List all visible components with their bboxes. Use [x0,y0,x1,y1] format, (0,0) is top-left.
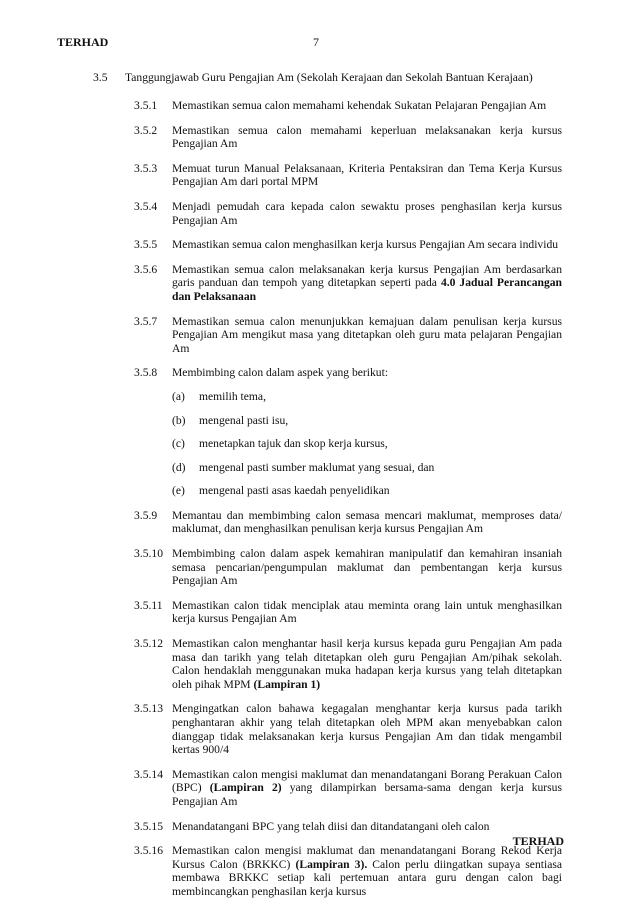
item-text-emphasis: (Lampiran 1) [253,677,321,691]
sub-item [172,390,562,404]
item-number: 3.5.4 [134,199,158,213]
sub-item-label: (c) [172,437,185,451]
item-text-body: Membimbing calon dalam aspek yang berikut: [172,366,389,380]
list-item [134,124,562,151]
sub-item-label: (a) [172,389,185,403]
list-item [134,238,562,252]
sub-item-label: (b) [172,413,186,427]
item-text [172,238,562,252]
sub-item [172,414,562,428]
list-item [134,162,562,189]
item-number: 3.5.3 [134,161,158,175]
item-number: 3.5.1 [134,99,158,112]
sub-item-text: mengenal pasti isu, [199,413,289,427]
item-text-emphasis: (Lampiran 3). [295,857,368,871]
footer-classification: TERHAD [512,834,564,848]
list-item [134,509,562,536]
item-number: 3.5.8 [134,366,158,380]
list-item [134,599,562,626]
item-text [172,366,562,380]
item-number: 3.5.10 [134,547,163,561]
item-text-body: Menandatangani BPC yang telah diisi dan ditandatangani oleh calon [172,819,490,833]
item-text-tail: yang dilampirkan bersama-sama dengan kerja kursus Pengajian Am [172,781,562,808]
list-item [134,263,562,304]
list-item [134,820,562,834]
item-number: 3.5.11 [134,598,163,612]
item-text-body: Memastikan calon tidak menciplak atau meminta orang lain untuk menghasilkan kerja kursus Pengajian Am [172,598,562,626]
item-text [172,162,562,189]
item-text-body: Memantau dan membimbing calon semasa mencari maklumat, memproses data/ maklumat, dan menghasilkan penulisan kerja kursus Pengajian Am [172,508,562,536]
item-text [172,509,562,536]
list-item [134,366,562,498]
item-text [172,263,562,304]
item-text [172,547,562,588]
item-number: 3.5.16 [134,844,163,858]
list-item [134,702,562,756]
list-item [134,547,562,588]
sub-item-text: mengenal pasti asas kaedah penyelidikan [199,484,390,498]
item-list [134,99,562,910]
item-text [172,702,562,756]
list-item [134,315,562,356]
item-text-body: Mengingatkan calon bahawa kegagalan menghantar kerja kursus pada tarikh penghantaran akhir yang telah ditetapkan oleh MPM akan menyebabkan calon dianggap tidak melaksanakan kerja kursus Pengajian Am dan tidak mengambil kertas 900/4 [172,702,562,757]
sub-item-text: mengenal pasti sumber maklumat yang sesuai, dan [199,460,435,474]
item-text [172,99,562,113]
item-number: 3.5.2 [134,123,158,137]
item-text-body: Memastikan calon mengisi maklumat dan menandatangani Borang Rekod Kerja Kursus Calon (BRKKC) [172,844,562,871]
item-number: 3.5.14 [134,767,163,781]
sub-item-label: (d) [172,460,186,474]
item-text-body: Memuat turun Manual Pelaksanaan, Kriteria Pentaksiran dan Tema Kerja Kursus Pengajian Am dari portal MPM [172,161,562,189]
item-text [172,200,562,227]
item-text [172,124,562,151]
item-text-body: Memastikan semua calon memahami keperluan melaksanakan kerja kursus Pengajian Am [172,123,562,151]
item-number: 3.5.9 [134,508,158,522]
page-number: 7 [313,35,319,49]
item-number: 3.5.15 [134,819,163,833]
item-text [172,637,562,691]
item-text [172,820,562,834]
item-text-body: Menjadi pemudah cara kepada calon sewaktu proses penghasilan kerja kursus Pengajian Am [172,199,562,227]
list-item [134,200,562,227]
item-text-body: Memastikan calon mengisi maklumat dan menandatangani Borang Perakuan Calon (BPC) [172,767,562,795]
item-number: 3.5.5 [134,238,158,252]
item-text [172,315,562,356]
item-text-body: Memastikan calon menghantar hasil kerja kursus kepada guru Pengajian Am pada masa dan tarikh yang telah ditetapkan oleh guru Pengajian Am/pihak sekolah. Calon hendaklah menggunakan muka hadapan kerja kursus yang telah ditetapkan oleh pihak MPM [172,637,562,691]
list-item [134,637,562,691]
item-text-body: Memastikan semua calon memahami kehendak Sukatan Pelajaran Pengajian Am [172,99,547,112]
sub-item [172,437,562,451]
item-number: 3.5.6 [134,262,158,276]
item-text-body: Memastikan semua calon menunjukkan kemajuan dalam penulisan kerja kursus Pengajian Am mengikut masa yang ditetapkan oleh guru mata pelajaran Pengajian Am [172,314,562,355]
list-item [134,99,562,113]
item-text-body: Memastikan semua calon menghasilkan kerja kursus Pengajian Am secara individu [172,238,559,252]
item-text-tail: Calon perlu diingatkan supaya sentiasa membawa BRKKC setiap kali pertemuan antara guru dengan calon bagi membincangkan penghasilan kerja kursus [172,857,562,898]
item-text [172,844,562,898]
sub-item [172,484,562,498]
sub-item-text: menetapkan tajuk dan skop kerja kursus, [199,437,388,451]
item-text-emphasis: 4.0 Jadual Perancangan dan Pelaksanaan [172,276,562,303]
item-text-body: Membimbing calon dalam aspek kemahiran manipulatif dan kemahiran insaniah semasa pencarian/pengumpulan maklumat dan pembentangan kerja kursus Pengajian Am [172,547,562,588]
item-text-body: Memastikan semua calon melaksanakan kerja kursus Pengajian Am berdasarkan garis panduan dan tempoh yang ditetapkan seperti pada [172,262,562,290]
item-number: 3.5.12 [134,637,163,651]
sub-item [172,461,562,475]
item-text-emphasis: (Lampiran 2) [209,781,282,795]
sub-item-text: memilih tema, [199,389,266,403]
item-text [172,599,562,626]
section-title: Tanggungjawab Guru Pengajian Am (Sekolah Kerajaan dan Sekolah Bantuan Kerajaan) [125,71,533,84]
list-item [134,844,562,898]
header-classification: TERHAD [57,35,109,49]
section-number: 3.5 [93,71,108,84]
sub-item-list [172,390,562,498]
sub-item-label: (e) [172,484,185,498]
item-text [172,768,562,809]
item-number: 3.5.7 [134,314,158,328]
list-item [134,768,562,809]
item-number: 3.5.13 [134,702,163,716]
